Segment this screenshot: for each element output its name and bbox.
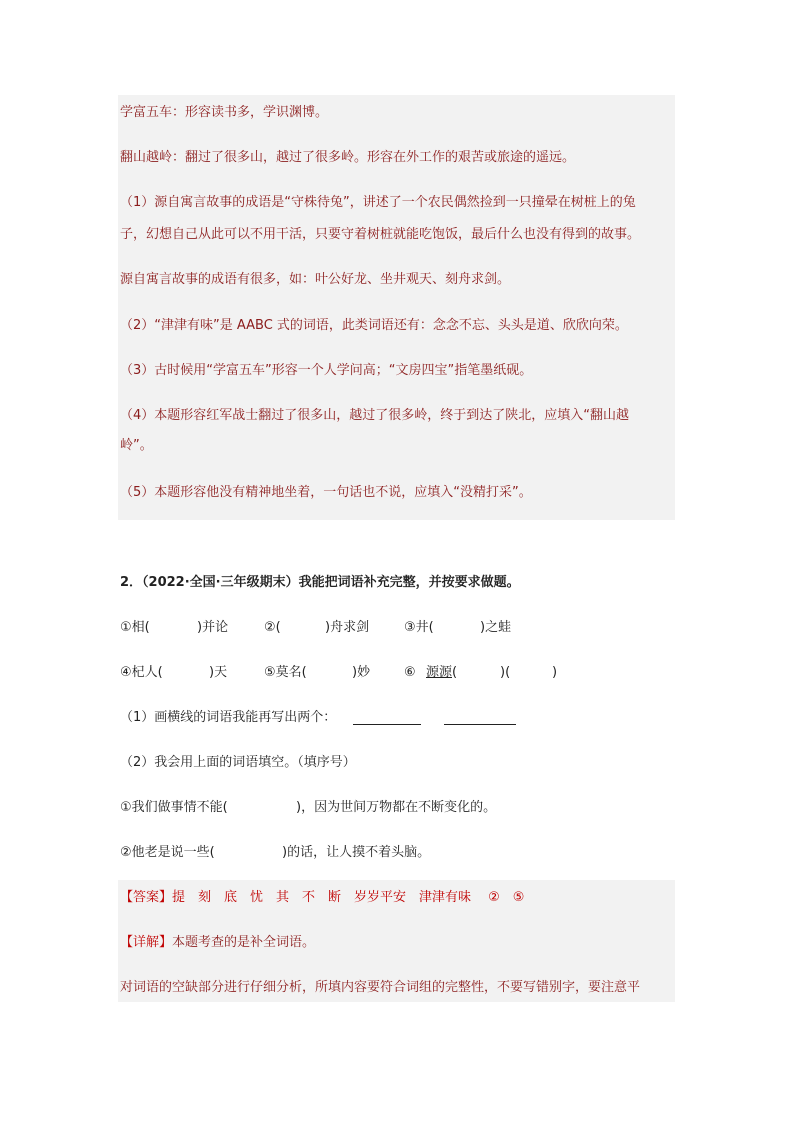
- idiom-1-start: ①相(: [120, 620, 150, 635]
- idiom-5-start: ⑤莫名(: [264, 665, 307, 680]
- answer-line-2: 翻山越岭：翻过了很多山，越过了很多岭。形容在外工作的艰苦或旅途的遥远。: [120, 150, 576, 165]
- fill-1-start: ①我们做事情不能(: [120, 800, 228, 815]
- analysis-line: 对词语的空缺部分进行仔细分析，所填内容要符合词组的完整性，不要写错别字，要注意平: [120, 980, 641, 995]
- idiom-4-end: )天: [209, 665, 228, 680]
- answer-line-8: （4）本题形容红军战士翻过了很多山，越过了很多岭，终于到达了陕北，应填入“翻山越: [120, 408, 630, 423]
- answer-line-4: 子，幻想自己从此可以不用干活，只要守着树桩就能吃饱饭，最后什么也没有得到的故事。: [120, 227, 641, 242]
- fill-sentence-2: [120, 845, 680, 861]
- answer-line-6: （2）“津津有味”是 AABC 式的词语，此类词语还有：念念不忘、头头是道、欣欣向荣。: [120, 318, 628, 333]
- idiom-6-underlined: 源源: [426, 665, 453, 680]
- idiom-1-end: )并论: [197, 620, 229, 635]
- question-title: 2．（2022·全国·三年级期末）我能把词语补充完整，并按要求做题。: [120, 575, 520, 590]
- subquestion-2: （2）我会用上面的词语填空。（填序号）: [120, 755, 356, 770]
- detail-tag: 【详解】: [120, 935, 173, 950]
- idiom-5-end: )妙: [352, 665, 371, 680]
- answer-values: 提 刻 底 忧 其 不 断 岁岁平安 津津有味 ② ⑤: [172, 890, 525, 905]
- answer-line-5: 源自寓言故事的成语有很多，如：叶公好龙、坐井观天、刻舟求剑。: [120, 272, 511, 287]
- answer-tag: 【答案】: [120, 890, 173, 905]
- subquestion-1-text: （1）画横线的词语我能再写出两个：: [120, 710, 337, 725]
- idiom-6-mid: )(: [500, 665, 511, 680]
- fill-sentence-1: [120, 800, 680, 816]
- answer-blank-1[interactable]: [353, 712, 421, 725]
- answer-2-line: [120, 890, 675, 906]
- fill-1-end: )，因为世间万物都在不断变化的。: [296, 800, 497, 815]
- idiom-row-1: [120, 620, 680, 636]
- answer-line-9: 岭”。: [120, 438, 153, 453]
- subquestion-1: [120, 710, 680, 726]
- idiom-6-close: ): [552, 665, 558, 680]
- idiom-3-end: )之蛙: [480, 620, 512, 635]
- fill-2-start: ②他老是说一些(: [120, 845, 215, 860]
- idiom-6-number: ⑥: [404, 665, 416, 680]
- answer-line-1: 学富五车：形容读书多，学识渊博。: [120, 105, 329, 120]
- answer-blank-2[interactable]: [444, 712, 516, 725]
- answer-line-10: （5）本题形容他没有精神地坐着，一句话也不说，应填入“没精打采”。: [120, 485, 532, 500]
- detail-text: 本题考查的是补全词语。: [172, 935, 316, 950]
- detail-line: [120, 935, 315, 951]
- answer-line-3: （1）源自寓言故事的成语是“守株待兔”，讲述了一个农民偶然捡到一只撞晕在树桩上的兔: [120, 195, 636, 210]
- idiom-row-2: [120, 665, 680, 681]
- fill-2-end: )的话，让人摸不着头脑。: [282, 845, 431, 860]
- answer-line-7: （3）古时候用“学富五车”形容一个人学问高；“文房四宝”指笔墨纸砚。: [120, 363, 533, 378]
- idiom-2-start: ②(: [264, 620, 281, 635]
- idiom-4-start: ④杞人(: [120, 665, 163, 680]
- idiom-2-end: )舟求剑: [325, 620, 370, 635]
- idiom-3-start: ③井(: [404, 620, 434, 635]
- idiom-6-open: (: [452, 665, 458, 680]
